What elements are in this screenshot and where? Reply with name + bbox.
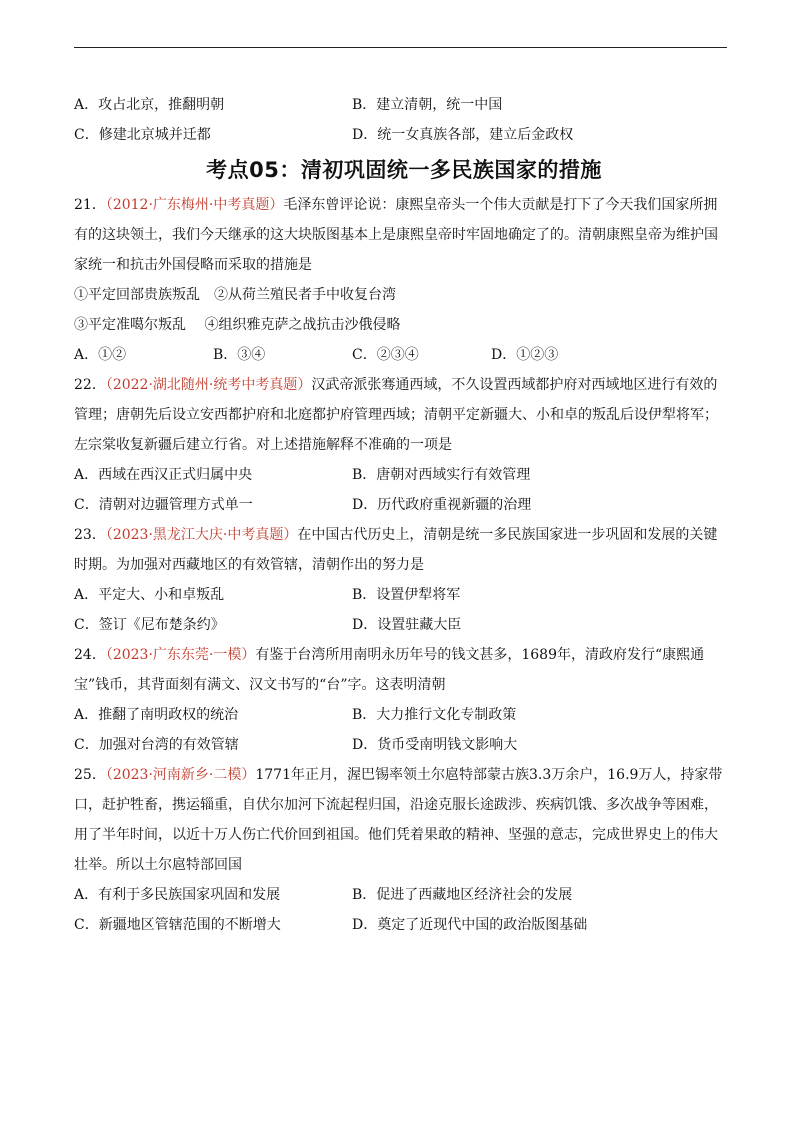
answer-options [74,880,734,910]
option-c[interactable]: C．签订《尼布楚条约》 [74,617,225,633]
answer-options [74,580,734,610]
answer-options [74,700,734,730]
question-stem-line [74,640,734,670]
option-b[interactable]: B．设置伊犁将军 [352,587,461,603]
option-d[interactable]: D．奠定了近现代中国的政治版图基础 [352,917,588,933]
question-stem-line [74,190,734,220]
question-21 [74,190,734,370]
option-a[interactable]: A．西域在西汉正式归属中央 [74,467,253,483]
option-c[interactable]: C．清朝对边疆管理方式单一 [74,497,253,513]
answer-options [74,340,734,370]
question-stem-line: 宝”钱币，其背面刻有满文、汉文书写的“台”字。这表明清朝 [74,677,446,693]
option-d[interactable]: D．设置驻藏大臣 [352,617,462,633]
question-text: 在中国古代历史上，清朝是统一多民族国家进一步巩固和发展的关键 [297,527,718,543]
question-stem-line [74,760,734,790]
question-stem-line: 管理；唐朝先后设立安西都护府和北庭都护府管理西域；清朝平定新疆大、小和卓的叛乱后设伊犁将军； [74,407,718,423]
question-stem-line [74,370,734,400]
question-text: 汉武帝派张骞通西域，不久设置西域都护府对西域地区进行有效的 [311,377,718,393]
answer-options [74,730,734,760]
prev-option-c: C．修建北京城并迁都 [74,127,211,143]
answer-options [74,490,734,520]
option-a[interactable]: A．平定大、小和卓叛乱 [74,587,225,603]
option-d[interactable]: D．货币受南明钱文影响大 [352,737,518,753]
question-25 [74,760,734,940]
question-stem-line: 用了半年时间，以近十万人伤亡代价回到祖国。他们凭着果敢的精神、坚强的意志，完成世界史上的伟大 [74,827,718,843]
question-stem-line: 有的这块领土，我们今天继承的这大块版图基本上是康熙皇帝时牢固地确定了的。清朝康熙皇帝为维护国 [74,227,718,243]
option-b[interactable]: B．唐朝对西域实行有效管理 [352,467,531,483]
option-c[interactable]: C．新疆地区管辖范围的不断增大 [74,917,281,933]
answer-options [74,910,734,940]
option-c[interactable]: C．加强对台湾的有效管辖 [74,737,239,753]
option-d[interactable]: D．①②③ [491,347,559,363]
prev-option-d: D．统一女真族各部，建立后金政权 [352,127,574,143]
question-stem-line: 口，赶护牲畜，携运辎重，自伏尔加河下流起程归国，沿途克服长途跋涉、疾病饥饿、多次战争等困难， [74,797,718,813]
question-text: 有鉴于台湾所用南明永历年号的钱文甚多，1689年，清政府发行“康熙通 [255,647,705,663]
question-text: 1771年正月，渥巴锡率领土尔扈特部蒙古族3.3万余户，16.9万人，持家带 [255,767,723,783]
option-b[interactable]: B．③④ [213,347,266,363]
question-stem-line: 家统一和抗击外国侵略而采取的措施是 [74,257,312,273]
question-24 [74,640,734,760]
question-item-line: ①平定回部贵族叛乱 ②从荷兰殖民者手中收复台湾 [74,287,396,303]
answer-options [74,610,734,640]
question-source: （2012·广东梅州·中考真题） [105,197,284,213]
question-stem-line: 时期。为加强对西藏地区的有效管辖，清朝作出的努力是 [74,557,424,573]
option-b[interactable]: B．促进了西藏地区经济社会的发展 [352,887,573,903]
question-text: 毛泽东曾评论说：康熙皇帝头一个伟大贡献是打下了今天我们国家所拥 [283,197,718,213]
question-number: 25． [74,767,106,783]
question-23 [74,520,734,640]
question-number: 21． [74,197,106,213]
option-b[interactable]: B．大力推行文化专制政策 [352,707,517,723]
question-22 [74,370,734,520]
prev-option-a: A．攻占北京，推翻明朝 [74,97,225,113]
option-c[interactable]: C．②③④ [352,347,419,363]
question-source: （2023·广东东莞·一模） [105,647,256,663]
answer-options [74,460,734,490]
question-item-line: ③平定准噶尔叛乱 ④组织雅克萨之战抗击沙俄侵略 [74,317,401,333]
option-a[interactable]: A．有利于多民族国家巩固和发展 [74,887,281,903]
section-title: 考点05：清初巩固统一多民族国家的措施 [206,158,602,182]
option-a[interactable]: A．①② [74,347,127,363]
question-source: （2023·河南新乡·二模） [105,767,256,783]
question-source: （2023·黑龙江大庆·中考真题） [105,527,298,543]
option-a[interactable]: A．推翻了南明政权的统治 [74,707,239,723]
question-number: 23． [74,527,106,543]
question-stem-line [74,520,734,550]
header-rule [74,47,727,48]
prev-option-b: B．建立清朝，统一中国 [352,97,503,113]
prev-options-row-1 [74,90,734,120]
question-number: 22． [74,377,106,393]
prev-options-row-2 [74,120,734,150]
option-d[interactable]: D．历代政府重视新疆的治理 [352,497,532,513]
question-number: 24． [74,647,106,663]
page-content [74,90,734,940]
question-source: （2022·湖北随州·统考中考真题） [105,377,312,393]
question-stem-line: 左宗棠收复新疆后建立行省。对上述措施解释不准确的一项是 [74,437,452,453]
question-stem-line: 壮举。所以土尔扈特部回国 [74,857,242,873]
